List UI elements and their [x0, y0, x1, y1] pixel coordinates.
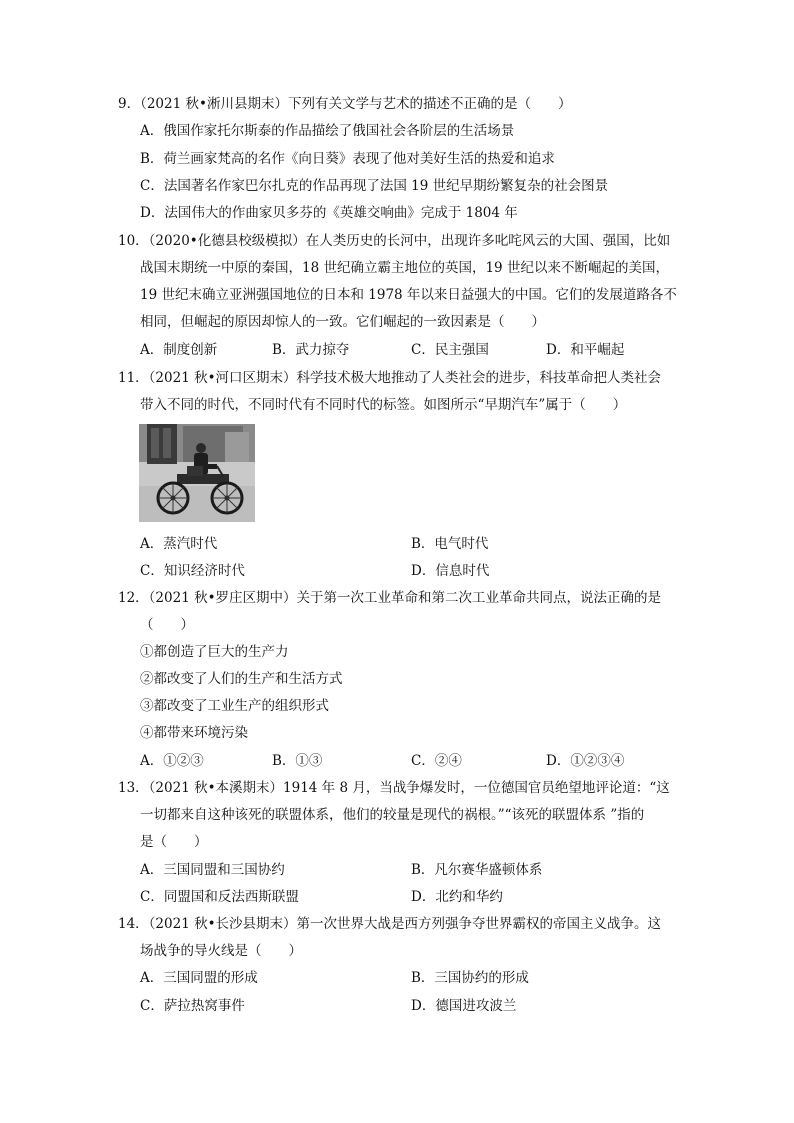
q9-option-a: A．俄国作家托尔斯泰的作品描绘了俄国社会各阶层的生活场景	[140, 123, 515, 139]
q10-option-d: D．和平崛起	[546, 342, 625, 358]
q10-option-c: C．民主强国	[411, 342, 489, 358]
q12-stem-line-2: （ ）	[140, 617, 194, 633]
q12-option-c: C．②④	[411, 753, 462, 769]
q10-option-a: A．制度创新	[140, 342, 218, 358]
q13-stem-line-2: 一切都来自这种该死的联盟体系，他们的较量是现代的祸根。”“该死的联盟体系 ”指的	[140, 807, 645, 823]
q10-stem-line-4: 相同，但崛起的原因却惊人的一致。它们崛起的一致因素是（ ）	[140, 314, 545, 330]
q12-option-a: A．①②③	[140, 753, 204, 769]
q13-option-d: D．北约和华约	[411, 889, 503, 905]
q9-option-d: D．法国伟大的作曲家贝多芬的《英雄交响曲》完成于 1804 年	[140, 205, 518, 221]
q9-stem: 9．（2021 秋•淅川县期末）下列有关文学与艺术的描述不正确的是（ ）	[118, 96, 572, 112]
q11-option-d: D．信息时代	[411, 563, 490, 579]
q13-stem-line-3: 是（ ）	[140, 834, 208, 850]
q9-option-b: B．荷兰画家梵高的名作《向日葵》表现了他对美好生活的热爱和追求	[140, 151, 555, 167]
q12-option-b: B．①③	[272, 753, 323, 769]
q11-option-c: C．知识经济时代	[140, 563, 245, 579]
q11-option-a: A．蒸汽时代	[140, 536, 218, 552]
q14-option-a: A．三国同盟的形成	[140, 970, 258, 986]
q14-stem-line-2: 场战争的导火线是（ ）	[140, 943, 302, 959]
q13-option-a: A．三国同盟和三国协约	[140, 862, 285, 878]
q12-item-4: ④都带来环境污染	[140, 725, 248, 741]
q12-stem-line-1: 12．（2021 秋•罗庄区期中）关于第一次工业革命和第二次工业革命共同点，说法正确的是	[118, 590, 662, 606]
q13-stem-line-1: 13．（2021 秋•本溪期末）1914 年 8 月，当战争爆发时，一位德国官员绝望地评论道：“这	[118, 780, 670, 796]
q14-option-d: D．德国进攻波兰	[411, 998, 517, 1014]
q14-stem-line-1: 14．（2021 秋•长沙县期末）第一次世界大战是西方列强争夺世界霸权的帝国主义战争。这	[118, 916, 662, 932]
q11-stem-line-2: 带入不同的时代，不同时代有不同时代的标签。如图所示“早期汽车”属于（ ）	[140, 397, 627, 413]
q10-option-b: B．武力掠夺	[272, 342, 350, 358]
q11-option-b: B．电气时代	[411, 536, 489, 552]
q14-option-c: C．萨拉热窝事件	[140, 998, 245, 1014]
q12-item-2: ②都改变了人们的生产和生活方式	[140, 671, 343, 687]
q12-option-d: D．①②③④	[546, 753, 625, 769]
q10-stem-line-2: 战国末期统一中原的秦国，18 世纪确立霸主地位的英国，19 世纪以来不断崛起的美国，	[140, 260, 669, 276]
q10-stem-line-3: 19 世纪末确立亚洲强国地位的日本和 1978 年以来日益强大的中国。它们的发展道路各不	[140, 287, 677, 303]
q14-option-b: B．三国协约的形成	[411, 970, 529, 986]
q10-stem-line-1: 10．（2020•化德县校级模拟）在人类历史的长河中，出现许多叱咤风云的大国、强国，比如	[118, 233, 671, 249]
q12-item-1: ①都创造了巨大的生产力	[140, 644, 289, 660]
q12-item-3: ③都改变了工业生产的组织形式	[140, 698, 329, 714]
q13-option-c: C．同盟国和反法西斯联盟	[140, 889, 299, 905]
q11-stem-line-1: 11．（2021 秋•河口区期末）科学技术极大地推动了人类社会的进步，科技革命把人类社会	[118, 370, 662, 386]
q9-option-c: C．法国著名作家巴尔扎克的作品再现了法国 19 世纪早期纷繁复杂的社会图景	[140, 178, 609, 194]
early-car-photo	[139, 424, 255, 522]
q13-option-b: B．凡尔赛华盛顿体系	[411, 862, 543, 878]
